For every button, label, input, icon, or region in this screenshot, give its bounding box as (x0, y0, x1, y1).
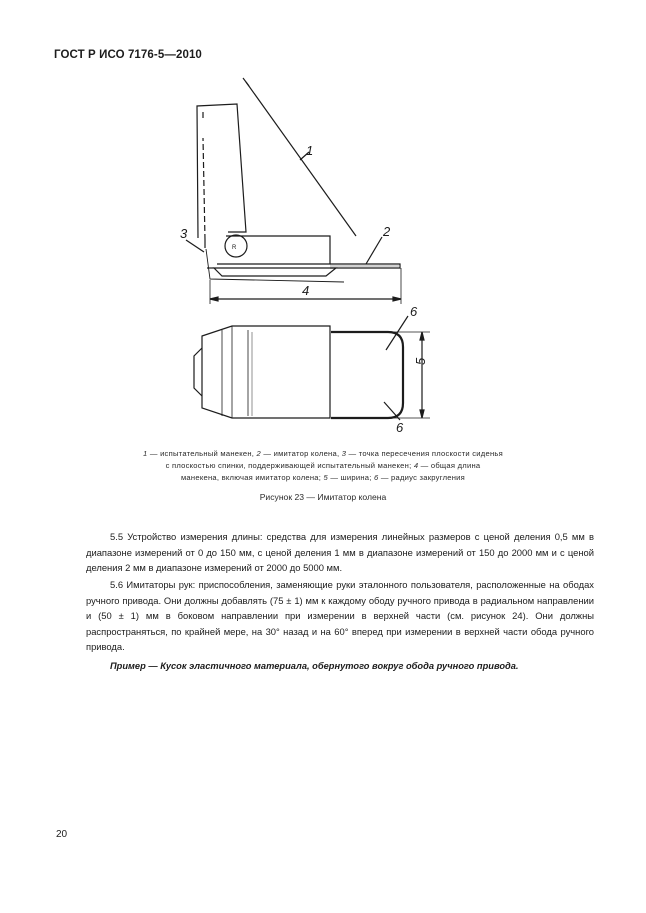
label-6-bottom: 6 (396, 420, 404, 435)
dummy-torso-inner (203, 110, 205, 240)
legend-num-5: 5 (323, 473, 328, 482)
dim-4-arrow-r (393, 297, 401, 301)
knee-simulator-figure (0, 0, 646, 440)
knee-mark: R (232, 245, 237, 251)
top-view-handle (194, 348, 202, 396)
legend-text-3b: с плоскостью спинки, поддерживающей испытательный манекен; (165, 461, 414, 470)
label-4: 4 (302, 283, 310, 298)
legend-num-4: 4 (413, 461, 419, 470)
label-3: 3 (180, 226, 188, 241)
paragraph-5-5 (86, 529, 594, 576)
legend-text-4: — общая длина (418, 461, 481, 470)
seat-base (214, 268, 336, 276)
paragraph-5-5-text: 5.5 Устройство измерения длины: средства для измерения линейных размеров с ценой деления 0,5 мм в диапазоне измерений от 0 до 150 мм, с ценой деления 1 мм в диапазоне измерений от 150 до 2000 мм и с ценой деления 2 мм в диапазоне измерений от 2000 до 5000 мм. (86, 531, 594, 573)
example-note: Пример — Кусок эластичного материала, обернутого вокруг обода ручного привода. (110, 661, 519, 671)
label-6-top: 6 (410, 304, 418, 319)
dim-4-arrow-l (210, 297, 218, 301)
backrest-hatch (243, 78, 249, 86)
top-view-body (202, 326, 330, 418)
label-1: 1 (306, 143, 314, 158)
standard-header: ГОСТ Р ИСО 7176-5—2010 (54, 49, 202, 61)
knee-sim-top (331, 332, 403, 418)
page-number: 20 (56, 829, 68, 840)
figure-legend-line-3 (80, 472, 566, 484)
leader-2 (366, 237, 382, 264)
seat-plane-line (206, 249, 344, 282)
legend-num-1: 1 (143, 449, 148, 458)
leader-3 (186, 240, 204, 252)
legend-text-6: — радиус закругления (378, 473, 466, 482)
paragraph-5-6 (86, 577, 594, 655)
dim-5-arrow-t (420, 332, 424, 340)
dim-5-arrow-b (420, 410, 424, 418)
figure-legend-line-1 (80, 448, 566, 460)
legend-num-6: 6 (373, 473, 379, 482)
legend-text-3: — точка пересечения плоскости сиденья (346, 449, 503, 458)
figure-legend-line-2 (80, 460, 566, 472)
label-5: 5 (413, 357, 428, 365)
paragraph-5-6-text: 5.6 Имитаторы рук: приспособления, заменяющие руки эталонного пользователя, расположенные на ободах ручного привода. Они должны добавлять (75 ± 1) мм к каждому ободу ручного привода в радиальном направлении и (50 ± 1) мм в боковом направлении при измерении в верхней части (см. рисунок 24). Они должны распространяться, по крайней мере, на 30° назад и на 60° вперед при измерении в верхней части обода ручного привода. (86, 579, 594, 652)
legend-text-1: — испытательный манекен, (147, 449, 257, 458)
legend-text-4b: манекена, включая имитатор колена; (180, 473, 324, 482)
label-2: 2 (383, 224, 391, 239)
legend-num-3: 3 (341, 449, 347, 458)
legend-text-5: — ширина; (327, 473, 374, 482)
legend-num-2: 2 (256, 449, 262, 458)
figure-caption: Рисунок 23 — Имитатор колена (259, 492, 387, 502)
legend-text-2: — имитатор колена, (261, 449, 342, 458)
